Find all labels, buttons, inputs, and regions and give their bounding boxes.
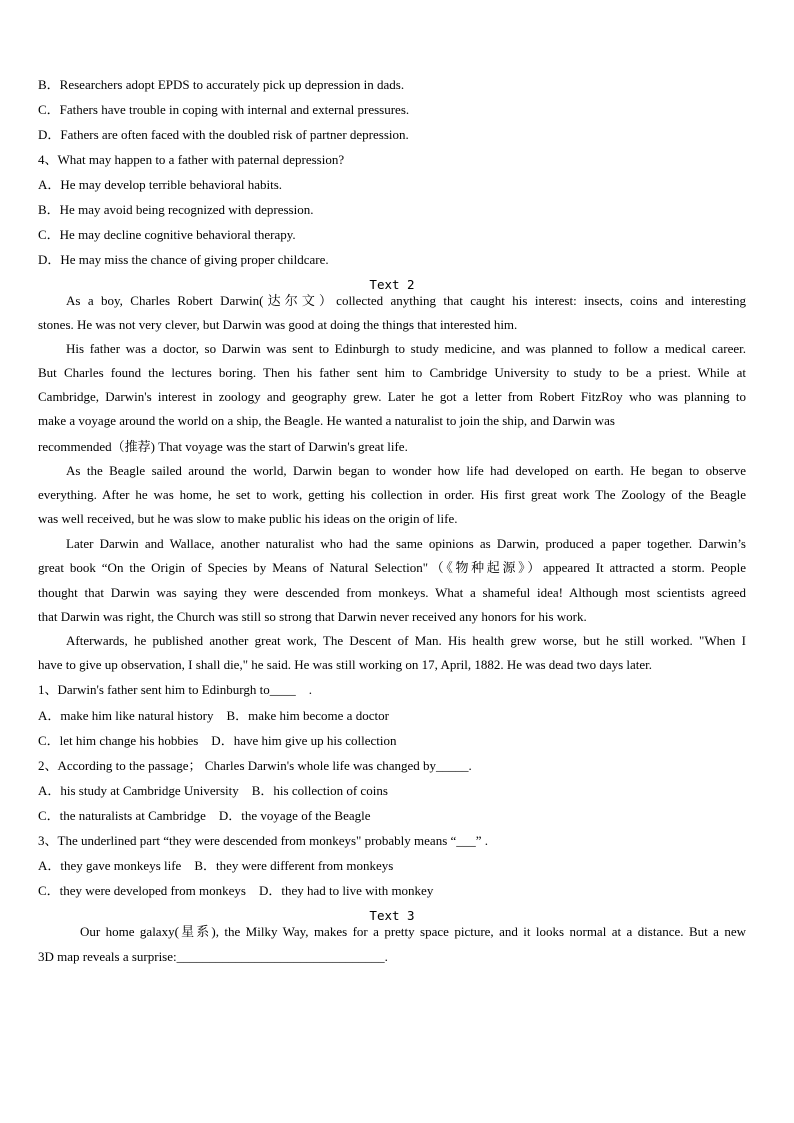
answer-options: A．his study at Cambridge University B．his collection of coins [38,783,388,798]
answer-option: B．He may avoid being recognized with depression. [38,202,314,217]
passage-line: Later Darwin and Wallace, another naturalist who had the same opinions as Darwin, produced a paper together. Darwin’s [66,536,746,551]
question: 1、Darwin's father sent him to Edinburgh to____ . [38,682,312,697]
section-heading: Text 2 [369,277,415,292]
passage-line: Cambridge, Darwin's interest in zoology and geography grew. Later he got a letter from Robert FitzRoy who was planning to [38,389,746,404]
answer-option: B．Researchers adopt EPDS to accurately pick up depression in dads. [38,77,405,92]
passage-line: recommended（推荐) That voyage was the start of Darwin's great life. [38,439,408,454]
question: 3、The underlined part “they were descended from monkeys" probably means “___” . [38,833,489,848]
passage-line: As the Beagle sailed around the world, Darwin began to wonder how life had developed on earth. He began to observe [66,463,746,478]
answer-option: A．He may develop terrible behavioral habits. [38,177,283,192]
answer-options: C．let him change his hobbies D．have him give up his collection [38,733,397,748]
passage-line: that Darwin was right, the Church was still so strong that Darwin never received any honors for his work. [38,609,587,624]
answer-options: A．they gave monkeys life B．they were different from monkeys [38,858,394,873]
answer-option: D．He may miss the chance of giving proper childcare. [38,252,329,267]
question: 2、According to the passage； Charles Darwin's whole life was changed by_____. [38,758,472,773]
passage-line: 3D map reveals a surprise:________________________________. [38,949,388,964]
passage-line: everything. After he was home, he set to work, getting his collection in order. His first great work The Zoology of the Beagle [38,487,746,502]
passage-line: But Charles found the lectures boring. Then his father sent him to Cambridge University to study to be a priest. While at [38,365,746,380]
answer-option: C．Fathers have trouble in coping with internal and external pressures. [38,102,410,117]
passage-line: great book “On the Origin of Species by Means of Natural Selection"（《物种起源》）appeared It attracted a storm. People [38,560,746,575]
question: 4、What may happen to a father with paternal depression? [38,152,345,167]
answer-option: C．He may decline cognitive behavioral therapy. [38,227,296,242]
passage-line: was well received, but he was slow to make public his ideas on the origin of life. [38,511,458,526]
passage-line: As a boy, Charles Robert Darwin(达尔文）collected anything that caught his interest: insects, coins and interesting [66,293,746,308]
passage-line: Afterwards, he published another great work, The Descent of Man. His health grew worse, but he still worked. "When I [66,633,746,648]
section-heading: Text 3 [369,908,415,923]
passage-line: stones. He was not very clever, but Darwin was good at doing the things that interested him. [38,317,518,332]
answer-option: D．Fathers are often faced with the doubled risk of partner depression. [38,127,409,142]
passage-line: His father was a doctor, so Darwin was sent to Edinburgh to study medicine, and was planned to follow a medical career. [66,341,746,356]
answer-options: C．they were developed from monkeys D．they had to live with monkey [38,883,434,898]
passage-line: Our home galaxy(星系), the Milky Way, makes for a pretty space picture, and it looks normal at a distance. But a new [80,924,746,939]
passage-line: make a voyage around the world on a ship, the Beagle. He wanted a naturalist to join the ship, and Darwin was [38,413,615,428]
passage-line: thought that Darwin was saying they were descended from monkeys. What a shameful idea! Although most scientists agreed [38,585,746,600]
answer-options: A．make him like natural history B．make him become a doctor [38,708,389,723]
answer-options: C．the naturalists at Cambridge D．the voyage of the Beagle [38,808,371,823]
passage-line: have to give up observation, I shall die," he said. He was still working on 17, April, 1882. He was dead two days later. [38,657,653,672]
